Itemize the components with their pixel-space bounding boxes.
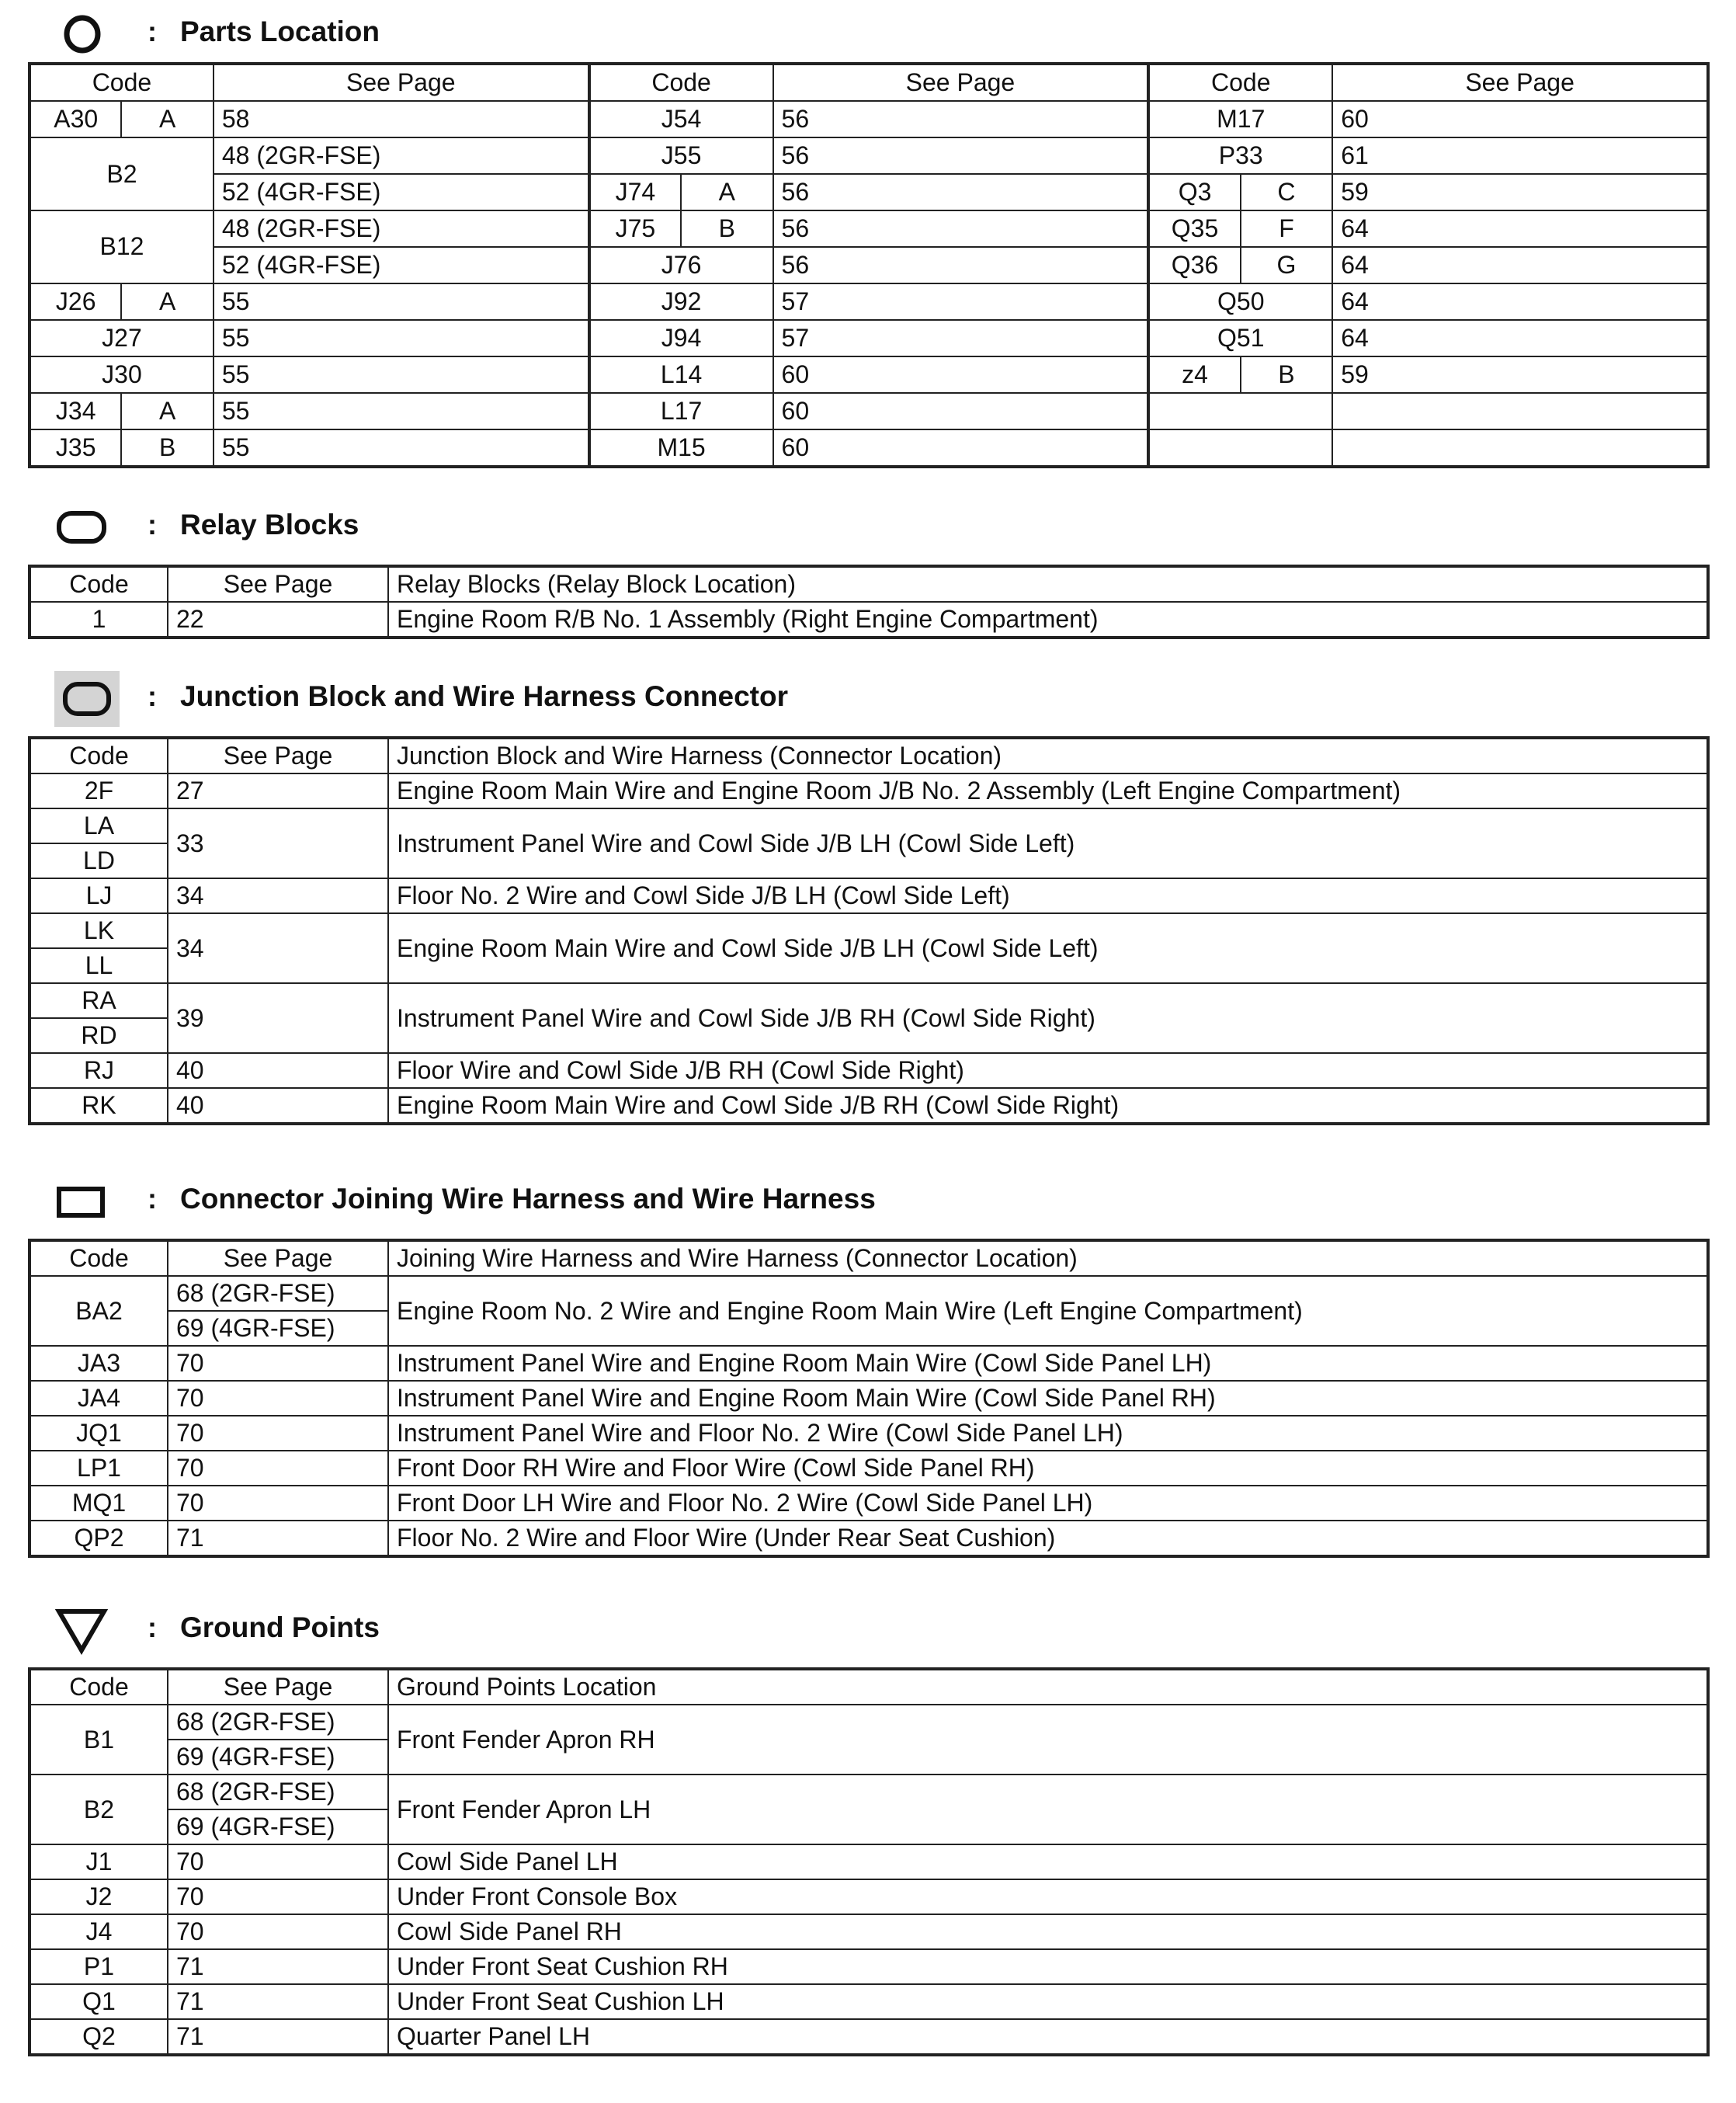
junction-block-table <box>28 736 1710 1125</box>
page-cell: 64 <box>1332 210 1708 247</box>
description-cell: Engine Room R/B No. 1 Assembly (Right Engine Compartment) <box>388 602 1708 638</box>
code-cell: J1 <box>30 1844 168 1879</box>
ground-points-table <box>28 1667 1710 2056</box>
sub-code-cell: G <box>1241 247 1332 283</box>
code-cell: LD <box>30 843 168 878</box>
table-row <box>30 137 1708 174</box>
sub-code-cell: B <box>1241 356 1332 393</box>
table-row <box>30 1088 1708 1124</box>
page-cell: 56 <box>773 101 1149 137</box>
header-description: Joining Wire Harness and Wire Harness (Connector Location) <box>388 1240 1708 1276</box>
code-cell: QP2 <box>30 1521 168 1556</box>
code-cell: LA <box>30 808 168 843</box>
triangle-down-icon <box>54 1602 109 1658</box>
table-row <box>30 101 1708 137</box>
table-row <box>30 1844 1708 1879</box>
sub-code-cell: A <box>681 174 773 210</box>
table-row <box>30 808 1708 843</box>
code-cell: LL <box>30 948 168 983</box>
table-row <box>30 602 1708 638</box>
code-cell: M17 <box>1148 101 1332 137</box>
table-row <box>30 913 1708 948</box>
code-cell: JQ1 <box>30 1416 168 1451</box>
header-code: Code <box>30 64 214 101</box>
description-cell: Quarter Panel LH <box>388 2019 1708 2055</box>
page-cell: 70 <box>168 1914 388 1949</box>
page-cell: 27 <box>168 773 388 808</box>
code-cell: Q36 <box>1148 247 1240 283</box>
table-row <box>30 2019 1708 2055</box>
section-colon: : <box>148 509 157 541</box>
header-code: Code <box>589 64 773 101</box>
code-cell: J4 <box>30 1914 168 1949</box>
description-cell: Instrument Panel Wire and Cowl Side J/B RH (Cowl Side Right) <box>388 983 1708 1053</box>
page-cell: 55 <box>214 283 589 320</box>
code-cell: J26 <box>30 283 121 320</box>
code-cell: BA2 <box>30 1276 168 1346</box>
page-cell: 60 <box>773 393 1149 429</box>
page-cell: 71 <box>168 1521 388 1556</box>
description-cell: Instrument Panel Wire and Engine Room Main Wire (Cowl Side Panel LH) <box>388 1346 1708 1381</box>
code-cell: A30 <box>30 101 121 137</box>
rectangle-icon <box>54 1173 109 1229</box>
header-description: Relay Blocks (Relay Block Location) <box>388 566 1708 602</box>
table-row <box>30 1984 1708 2019</box>
code-cell: RK <box>30 1088 168 1124</box>
table-row <box>30 983 1708 1018</box>
page-cell: 48 (2GR-FSE) <box>214 210 589 247</box>
page-cell: 68 (2GR-FSE) <box>168 1276 388 1311</box>
code-cell: J54 <box>589 101 773 137</box>
header-code: Code <box>30 566 168 602</box>
code-cell: RD <box>30 1018 168 1053</box>
code-cell: RJ <box>30 1053 168 1088</box>
description-cell: Front Door LH Wire and Floor No. 2 Wire (Cowl Side Panel LH) <box>388 1486 1708 1521</box>
page-cell: 34 <box>168 913 388 983</box>
table-row <box>30 1276 1708 1311</box>
page-cell: 70 <box>168 1451 388 1486</box>
page-cell: 60 <box>773 429 1149 467</box>
description-cell: Engine Room Main Wire and Cowl Side J/B LH (Cowl Side Left) <box>388 913 1708 983</box>
page-cell: 57 <box>773 320 1149 356</box>
table-row <box>30 1451 1708 1486</box>
relay-blocks-table <box>28 565 1710 639</box>
code-cell: Q50 <box>1148 283 1332 320</box>
code-cell: 2F <box>30 773 168 808</box>
code-cell: RA <box>30 983 168 1018</box>
description-cell: Under Front Seat Cushion RH <box>388 1949 1708 1984</box>
empty-cell <box>1332 429 1708 467</box>
description-cell: Front Fender Apron RH <box>388 1705 1708 1775</box>
code-cell: J74 <box>589 174 681 210</box>
code-cell: J75 <box>589 210 681 247</box>
code-cell: LP1 <box>30 1451 168 1486</box>
table-header-row <box>30 566 1708 602</box>
header-see-page: See Page <box>773 64 1149 101</box>
code-cell: J35 <box>30 429 121 467</box>
page-cell: 68 (2GR-FSE) <box>168 1705 388 1740</box>
code-cell: J27 <box>30 320 214 356</box>
description-cell: Instrument Panel Wire and Engine Room Main Wire (Cowl Side Panel RH) <box>388 1381 1708 1416</box>
code-cell: Q2 <box>30 2019 168 2055</box>
code-cell: B1 <box>30 1705 168 1775</box>
page-cell: 48 (2GR-FSE) <box>214 137 589 174</box>
table-row <box>30 429 1708 467</box>
circle-icon <box>54 6 109 62</box>
section-title: Ground Points <box>180 1611 380 1643</box>
page-cell: 39 <box>168 983 388 1053</box>
page-cell: 22 <box>168 602 388 638</box>
page-cell: 40 <box>168 1053 388 1088</box>
page-cell: 64 <box>1332 247 1708 283</box>
empty-cell <box>1148 393 1332 429</box>
table-header-row <box>30 64 1708 101</box>
table-row <box>30 1381 1708 1416</box>
page-cell: 59 <box>1332 356 1708 393</box>
table-row <box>30 1949 1708 1984</box>
page-cell: 56 <box>773 210 1149 247</box>
code-cell: J76 <box>589 247 773 283</box>
page-cell: 70 <box>168 1486 388 1521</box>
code-cell: LJ <box>30 878 168 913</box>
table-header-row <box>30 1240 1708 1276</box>
page-cell: 69 (4GR-FSE) <box>168 1311 388 1346</box>
code-cell: 1 <box>30 602 168 638</box>
sub-code-cell: B <box>121 429 213 467</box>
sub-code-cell: B <box>681 210 773 247</box>
description-cell: Under Front Seat Cushion LH <box>388 1984 1708 2019</box>
page-cell: 71 <box>168 1949 388 1984</box>
section-title: Parts Location <box>180 16 380 47</box>
table-row <box>30 1705 1708 1740</box>
table-row <box>30 356 1708 393</box>
code-cell: B12 <box>30 210 214 283</box>
page-cell: 56 <box>773 247 1149 283</box>
header-see-page: See Page <box>1332 64 1708 101</box>
page-cell: 55 <box>214 356 589 393</box>
description-cell: Cowl Side Panel LH <box>388 1844 1708 1879</box>
section-title: Connector Joining Wire Harness and Wire Harness <box>180 1183 876 1215</box>
empty-cell <box>1332 393 1708 429</box>
table-row <box>30 393 1708 429</box>
section-colon: : <box>148 1183 157 1215</box>
page-cell: 33 <box>168 808 388 878</box>
header-see-page: See Page <box>168 1669 388 1705</box>
page-cell: 56 <box>773 174 1149 210</box>
description-cell: Floor No. 2 Wire and Floor Wire (Under Rear Seat Cushion) <box>388 1521 1708 1556</box>
header-see-page: See Page <box>168 1240 388 1276</box>
page-cell: 71 <box>168 2019 388 2055</box>
sub-code-cell: A <box>121 101 213 137</box>
table-row <box>30 1416 1708 1451</box>
table-row <box>30 247 1708 283</box>
header-code: Code <box>30 1669 168 1705</box>
code-cell: M15 <box>589 429 773 467</box>
sub-code-cell: F <box>1241 210 1332 247</box>
section-title: Junction Block and Wire Harness Connector <box>180 680 788 712</box>
header-description: Junction Block and Wire Harness (Connector Location) <box>388 738 1708 773</box>
code-cell: B2 <box>30 137 214 210</box>
shaded-rounded-rectangle-icon <box>54 671 109 727</box>
description-cell: Floor No. 2 Wire and Cowl Side J/B LH (Cowl Side Left) <box>388 878 1708 913</box>
page-cell: 69 (4GR-FSE) <box>168 1740 388 1775</box>
section-title: Relay Blocks <box>180 509 359 541</box>
section-colon: : <box>148 680 157 712</box>
description-cell: Instrument Panel Wire and Cowl Side J/B LH (Cowl Side Left) <box>388 808 1708 878</box>
code-cell: Q51 <box>1148 320 1332 356</box>
header-code: Code <box>30 1240 168 1276</box>
description-cell: Front Fender Apron LH <box>388 1775 1708 1844</box>
sub-code-cell: A <box>121 393 213 429</box>
section-header-parts-location <box>0 6 1736 62</box>
code-cell: z4 <box>1148 356 1240 393</box>
table-row <box>30 283 1708 320</box>
description-cell: Front Door RH Wire and Floor Wire (Cowl Side Panel RH) <box>388 1451 1708 1486</box>
page-cell: 55 <box>214 320 589 356</box>
header-code: Code <box>30 738 168 773</box>
table-row <box>30 1879 1708 1914</box>
header-code: Code <box>1148 64 1332 101</box>
header-see-page: See Page <box>214 64 589 101</box>
code-cell: JA3 <box>30 1346 168 1381</box>
table-row <box>30 1914 1708 1949</box>
code-cell: B2 <box>30 1775 168 1844</box>
page-cell: 61 <box>1332 137 1708 174</box>
page-cell: 57 <box>773 283 1149 320</box>
code-cell: J34 <box>30 393 121 429</box>
parts-location-table <box>28 62 1710 468</box>
header-see-page: See Page <box>168 566 388 602</box>
page-cell: 59 <box>1332 174 1708 210</box>
code-cell: J94 <box>589 320 773 356</box>
table-row <box>30 878 1708 913</box>
description-cell: Engine Room Main Wire and Cowl Side J/B RH (Cowl Side Right) <box>388 1088 1708 1124</box>
table-row <box>30 1346 1708 1381</box>
description-cell: Under Front Console Box <box>388 1879 1708 1914</box>
code-cell: J92 <box>589 283 773 320</box>
code-cell: L14 <box>589 356 773 393</box>
page-cell: 64 <box>1332 320 1708 356</box>
page-cell: 60 <box>773 356 1149 393</box>
page-cell: 55 <box>214 393 589 429</box>
page-cell: 70 <box>168 1844 388 1879</box>
code-cell: J2 <box>30 1879 168 1914</box>
code-cell: Q1 <box>30 1984 168 2019</box>
description-cell: Instrument Panel Wire and Floor No. 2 Wire (Cowl Side Panel LH) <box>388 1416 1708 1451</box>
page-cell: 71 <box>168 1984 388 2019</box>
page-cell: 52 (4GR-FSE) <box>214 247 589 283</box>
section-colon: : <box>148 16 157 47</box>
code-cell: JA4 <box>30 1381 168 1416</box>
page-cell: 58 <box>214 101 589 137</box>
code-cell: P1 <box>30 1949 168 1984</box>
page-cell: 70 <box>168 1381 388 1416</box>
page-cell: 60 <box>1332 101 1708 137</box>
page-cell: 56 <box>773 137 1149 174</box>
table-row <box>30 210 1708 247</box>
table-header-row <box>30 1669 1708 1705</box>
connector-joining-table <box>28 1239 1710 1558</box>
page-cell: 40 <box>168 1088 388 1124</box>
code-cell: J30 <box>30 356 214 393</box>
description-cell: Engine Room No. 2 Wire and Engine Room Main Wire (Left Engine Compartment) <box>388 1276 1708 1346</box>
code-cell: LK <box>30 913 168 948</box>
section-colon: : <box>148 1611 157 1643</box>
section-header-junction-block <box>0 671 1736 727</box>
sub-code-cell: A <box>121 283 213 320</box>
table-row <box>30 1775 1708 1809</box>
table-row <box>30 1486 1708 1521</box>
description-cell: Engine Room Main Wire and Engine Room J/B No. 2 Assembly (Left Engine Compartment) <box>388 773 1708 808</box>
page-cell: 68 (2GR-FSE) <box>168 1775 388 1809</box>
page-cell: 70 <box>168 1346 388 1381</box>
page-cell: 34 <box>168 878 388 913</box>
page-cell: 64 <box>1332 283 1708 320</box>
section-header-relay-blocks <box>0 499 1736 555</box>
table-row <box>30 773 1708 808</box>
code-cell: Q3 <box>1148 174 1240 210</box>
page-cell: 70 <box>168 1879 388 1914</box>
table-row <box>30 320 1708 356</box>
code-cell: P33 <box>1148 137 1332 174</box>
section-header-ground-points <box>0 1602 1736 1658</box>
sub-code-cell: C <box>1241 174 1332 210</box>
code-cell: Q35 <box>1148 210 1240 247</box>
table-row <box>30 1521 1708 1556</box>
table-header-row <box>30 738 1708 773</box>
section-header-connector-joining <box>0 1173 1736 1229</box>
code-cell: J55 <box>589 137 773 174</box>
page-cell: 55 <box>214 429 589 467</box>
code-cell: MQ1 <box>30 1486 168 1521</box>
table-row <box>30 1053 1708 1088</box>
page-cell: 52 (4GR-FSE) <box>214 174 589 210</box>
description-cell: Cowl Side Panel RH <box>388 1914 1708 1949</box>
rounded-rectangle-icon <box>54 499 109 555</box>
page-cell: 70 <box>168 1416 388 1451</box>
header-description: Ground Points Location <box>388 1669 1708 1705</box>
empty-cell <box>1148 429 1332 467</box>
header-see-page: See Page <box>168 738 388 773</box>
code-cell: L17 <box>589 393 773 429</box>
page-cell: 69 (4GR-FSE) <box>168 1809 388 1844</box>
description-cell: Floor Wire and Cowl Side J/B RH (Cowl Side Right) <box>388 1053 1708 1088</box>
table-row <box>30 174 1708 210</box>
